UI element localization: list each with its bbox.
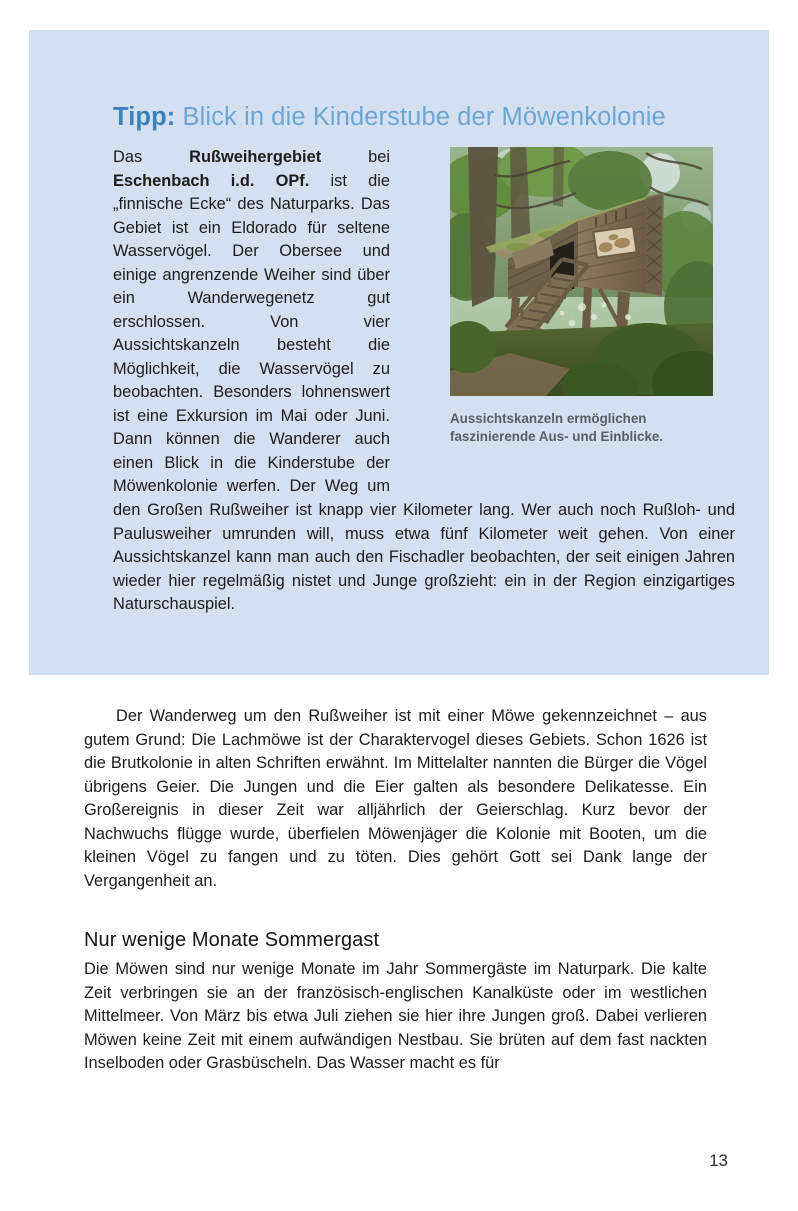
tip-box (29, 30, 769, 675)
tip-text-bold1: Rußweihergebiet (189, 148, 322, 166)
page-body (84, 705, 707, 1076)
body-paragraph-2: Die Möwen sind nur wenige Monate im Jahr Sommergäste im Naturpark. Die kalte Zeit verbringen sie an der französisch-englischen Kanalküste oder im westlichen Mittelmeer. Von März bis etwa Juli ziehen sie hier ihre Jungen groß. Dabei verlieren Möwen keine Zeit mit einem aufwändigen Nestbau. Sie brüten auf dem fast nackten Inselboden oder Grasbüscheln. Das Wasser macht es für (84, 960, 707, 1073)
tip-heading (113, 103, 666, 132)
tip-text-seg2: bei (321, 148, 390, 166)
tip-text-bold2: Eschenbach i.d. OPf. (113, 171, 310, 190)
photo-wrap-spacer (390, 146, 735, 491)
section-heading: Nur wenige Monate Sommergast (84, 929, 380, 952)
tip-heading-rest: Blick in die Kinderstube der Möwenkolonie (175, 103, 666, 132)
tip-heading-label: Tipp: (113, 103, 176, 132)
tip-text-seg1: Das (113, 148, 190, 166)
tip-text-seg3: ist die „finnische Ecke“ des Naturparks. Das Gebiet ist ein Eldorado für seltene Wasservögel. Der Obersee und einige angrenzende Weiher sind über ein Wanderwegenetz gut erschlossen. Von vier Aussichtskanzeln besteht die Möglichkeit, die Wasservögel zu beobachten. Besonders lohnenswert ist eine Exkursion im Mai oder Juni. Dann können die Wanderer auch einen Blick in die Kinderstube der Möwenkolonie werfen. Der Weg um den Großen Rußweiher ist knapp vier Kilometer lang. Wer auch noch Rußloh- und Paulusweiher umrunden will, muss etwa fünf Kilometer weit gehen. Von einer Aussichtskanzel kann man auch den Fischadler beobachten, der seit einigen Jahren wieder hier regelmäßig nistet und Junge großzieht: ein in der Region einzigartiges Naturschauspiel. (113, 171, 735, 614)
photo-caption: Aussichtskanzeln ermöglichen faszinierende Aus- und Einblicke. (450, 411, 664, 444)
body-paragraph-1: Der Wanderweg um den Rußweiher ist mit einer Möwe gekennzeichnet – aus gutem Grund: Die Lachmöwe ist der Charaktervogel dieses Gebiets. Schon 1626 ist die Brutkolonie in alten Schriften erwähnt. Im Mittelalter nannten die Bürger die Vögel übrigens Geier. Die Jungen und die Eier galten als besondere Delikatesse. Ein Großereignis in dieser Zeit war alljährlich der Geierschlag. Kurz bevor der Nachwuchs flügge wurde, überfielen Möwenjäger die Kolonie mit Booten, um die kleinen Vögel zu fangen und zu töten. Dies gehört Gott sei Dank lange der Vergangenheit an. (84, 707, 707, 890)
page-number: 13 (709, 1151, 728, 1170)
tip-body-text (113, 146, 735, 617)
